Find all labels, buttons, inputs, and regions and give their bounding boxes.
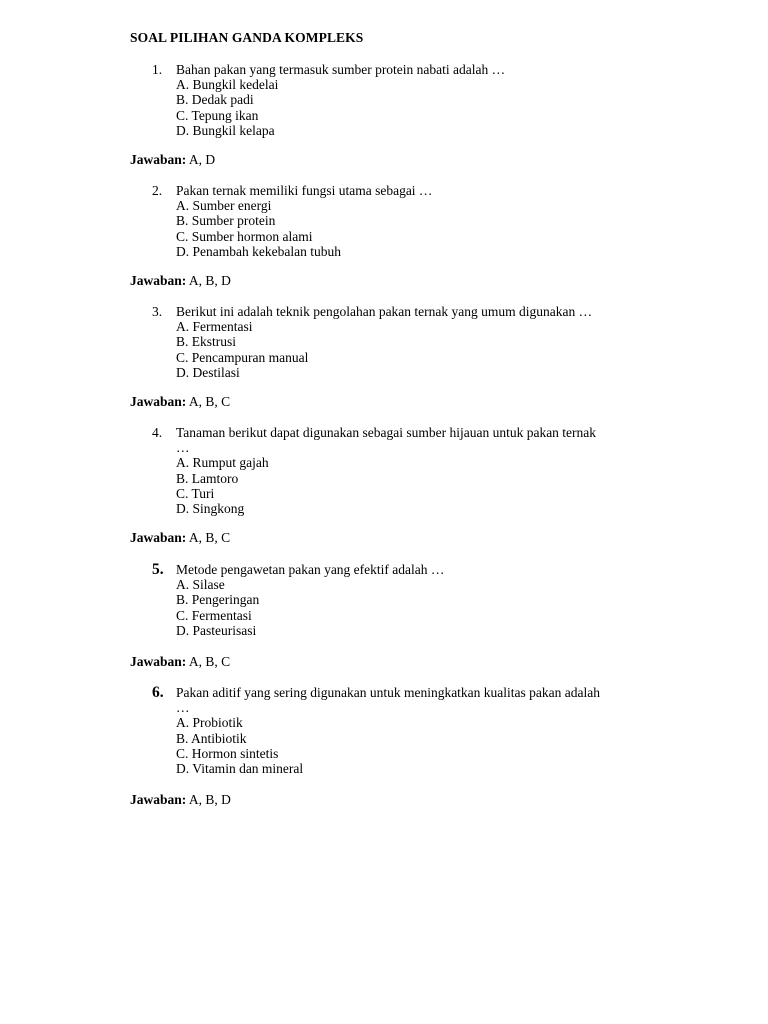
- document-title: SOAL PILIHAN GANDA KOMPLEKS: [130, 30, 364, 45]
- option-list: [130, 198, 690, 259]
- answer-1: [130, 152, 215, 168]
- option-b: B. Lamtoro: [176, 470, 239, 486]
- option-c: C. Hormon sintetis: [176, 745, 279, 761]
- question-text-continuation: …: [176, 700, 190, 716]
- answer-label: Jawaban:: [130, 792, 187, 807]
- option-d: D. Destilasi: [176, 364, 240, 380]
- option-c: C. Turi: [176, 485, 215, 501]
- option-c: C. Sumber hormon alami: [176, 228, 313, 244]
- option-a: A. Silase: [176, 577, 225, 593]
- question-3: [130, 304, 690, 380]
- question-number: 4.: [152, 425, 163, 440]
- question-text: Berikut ini adalah teknik pengolahan pakan ternak yang umum digunakan …: [176, 304, 593, 319]
- question-2: [130, 183, 690, 259]
- option-a: A. Bungkil kedelai: [176, 77, 279, 93]
- question-text: Pakan aditif yang sering digunakan untuk meningkatkan kualitas pakan adalah: [176, 685, 601, 700]
- option-b: B. Ekstrusi: [176, 334, 237, 350]
- question-text-continuation: …: [176, 440, 190, 456]
- answer-label: Jawaban:: [130, 394, 187, 409]
- question-text: Metode pengawetan pakan yang efektif adalah …: [176, 562, 445, 577]
- option-c: C. Pencampuran manual: [176, 349, 309, 365]
- option-b: B. Dedak padi: [176, 92, 254, 108]
- answer-label: Jawaban:: [130, 654, 187, 669]
- question-4: [130, 425, 690, 516]
- option-d: D. Penambah kekebalan tubuh: [176, 243, 341, 259]
- question-6: [130, 685, 690, 776]
- answer-value: A, D: [188, 152, 216, 167]
- answer-value: A, B, D: [188, 792, 231, 807]
- answer-2: [130, 273, 231, 289]
- option-b: B. Sumber protein: [176, 213, 276, 229]
- option-list: [130, 77, 690, 138]
- option-list: [130, 700, 690, 776]
- question-5: [130, 562, 690, 638]
- question-number: 5.: [152, 561, 164, 578]
- option-a: A. Sumber energi: [176, 198, 272, 214]
- answer-value: A, B, C: [188, 654, 231, 669]
- answer-value: A, B, D: [188, 273, 231, 288]
- answer-label: Jawaban:: [130, 530, 187, 545]
- question-number: 6.: [152, 684, 164, 701]
- answer-value: A, B, C: [188, 530, 231, 545]
- option-list: [130, 319, 690, 380]
- option-a: A. Fermentasi: [176, 319, 253, 335]
- option-d: D. Vitamin dan mineral: [176, 761, 304, 777]
- question-number: 2.: [152, 183, 163, 198]
- option-d: D. Pasteurisasi: [176, 622, 257, 638]
- answer-label: Jawaban:: [130, 152, 187, 167]
- question-number: 3.: [152, 304, 163, 319]
- option-d: D. Bungkil kelapa: [176, 122, 275, 138]
- answer-value: A, B, C: [188, 394, 231, 409]
- option-list: [130, 440, 690, 516]
- question-text: Bahan pakan yang termasuk sumber protein nabati adalah …: [176, 62, 506, 77]
- option-d: D. Singkong: [176, 501, 245, 517]
- answer-6: [130, 792, 231, 808]
- answer-4: [130, 530, 230, 546]
- question-text: Pakan ternak memiliki fungsi utama sebagai …: [176, 183, 433, 198]
- question-number: 1.: [152, 62, 163, 77]
- option-list: [130, 577, 690, 638]
- option-b: B. Antibiotik: [176, 730, 247, 746]
- option-a: A. Probiotik: [176, 715, 243, 731]
- answer-3: [130, 394, 230, 410]
- option-c: C. Fermentasi: [176, 607, 252, 623]
- option-c: C. Tepung ikan: [176, 107, 259, 123]
- option-a: A. Rumput gajah: [176, 455, 269, 471]
- question-text: Tanaman berikut dapat digunakan sebagai sumber hijauan untuk pakan ternak: [176, 425, 597, 440]
- option-b: B. Pengeringan: [176, 592, 260, 608]
- question-1: [130, 62, 690, 138]
- answer-5: [130, 654, 230, 670]
- answer-label: Jawaban:: [130, 273, 187, 288]
